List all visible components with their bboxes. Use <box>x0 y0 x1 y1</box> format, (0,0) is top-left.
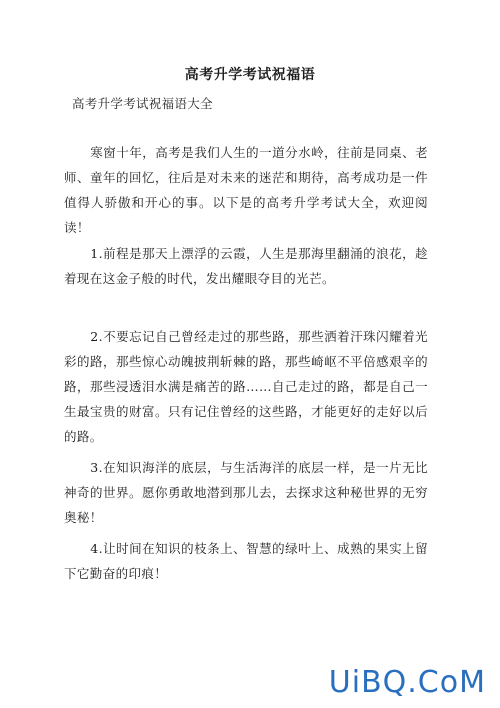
blessing-item-4: 4.让时间在知识的枝条上、智慧的绿叶上、成熟的果实上留下它勤奋的印痕！ <box>64 541 428 581</box>
blessing-item-3: 3.在知识海洋的底层，与生活海洋的底层一样，是一片无比神奇的世界。愿你勇敢地潜到那儿去，去探求这种秘世界的无穷奥秘！ <box>64 460 428 525</box>
document-title: 高考升学考试祝福语 <box>184 67 316 83</box>
intro-paragraph: 寒窗十年，高考是我们人生的一道分水岭，往前是同桌、老师、童年的回忆，往后是对未来的迷茫和期待，高考成功是一件值得人骄傲和开心的事。以下是的高考升学考试大全，欢迎阅读！ <box>64 145 428 235</box>
site-watermark: UiBQ.CoM <box>328 665 486 700</box>
blessing-item-1: 1.前程是那天上漂浮的云霞，人生是那海里翻涌的浪花，趁着现在这金子般的时代，发出耀眼夺目的光芒。 <box>64 246 428 286</box>
document-subtitle: 高考升学考试祝福语大全 <box>72 96 213 111</box>
blessing-item-2: 2.不要忘记自己曾经走过的那些路，那些洒着汗珠闪耀着光彩的路，那些惊心动魄披荆斩棘的路，那些崎岖不平倍感艰辛的路，那些浸透泪水满是痛苦的路……自己走过的路，都是自己一生最宝贵的财富。只有记住曾经的这些路，才能更好的走好以后的路。 <box>64 329 428 444</box>
